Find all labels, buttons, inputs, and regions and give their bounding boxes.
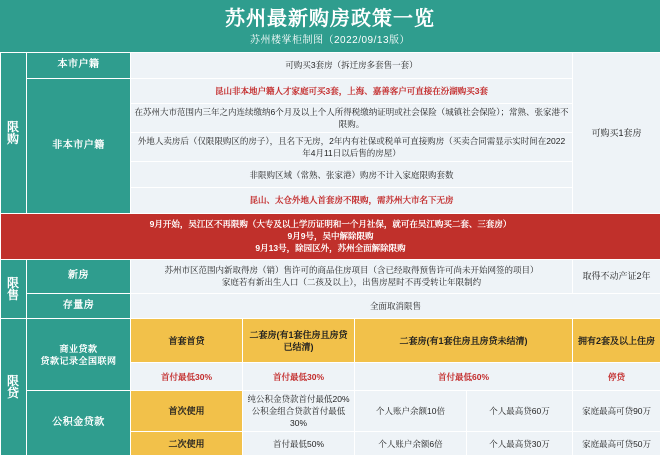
row-label-fei-benshi-hukou: 非本市户籍 [27, 78, 131, 213]
page-title: 苏州最新购房政策一览 [225, 8, 435, 30]
gongjijin-row1-c1-line1: 纯公积金贷款首付最低20% [247, 394, 350, 404]
gongjijin-row2-use: 二次使用 [131, 432, 243, 456]
fei-benshi-line-4: 非限购区域（常熟、张家港）购房不计入家庭限购套数 [131, 162, 573, 188]
fei-benshi-line-5: 昆山、太仓外地人首套房不限购，需苏州大市名下无房 [131, 187, 573, 213]
red-block-line-2: 9月9号，吴中解除限购 [287, 231, 374, 242]
gongjijin-row2-c4: 家庭最高可贷50万 [573, 432, 660, 456]
gongjijin-row1-c1-line2: 公积金组合贷款首付最低30% [251, 406, 346, 428]
gongjijin-row1-c2: 个人账户余额10倍 [355, 391, 467, 432]
gongjijin-row2-c1: 首付最低50% [243, 432, 355, 456]
shangye-col-2-header: 二套房(有1套住房且房贷已结清) [243, 319, 355, 363]
shangye-value-2: 首付最低30% [243, 363, 355, 391]
section-xiangou: 限购 [1, 53, 27, 214]
gongjijin-row1-c3: 个人最高贷60万 [467, 391, 573, 432]
policy-table [0, 52, 660, 456]
section-xianshou: 限售 [1, 259, 27, 319]
gongjijin-row2-c2: 个人账户余额6倍 [355, 432, 467, 456]
row-label-shangye-daikuan [27, 319, 131, 391]
red-block-line-3: 9月13号，除园区外，苏州全面解除限购 [255, 243, 406, 254]
xinfang-right-note: 取得不动产证2年 [573, 259, 660, 293]
fei-benshi-line-2: 在苏州大市范围内三年之内连续缴纳6个月及以上个人所得税缴纳证明或社会保险（城镇社会保险）；常熟、张家港不限购。 [131, 104, 573, 133]
shangye-label: 商业贷款 [59, 343, 98, 354]
cunliang-text: 全面取消限售 [131, 293, 660, 319]
page-subtitle: 苏州楼掌柜制图（2022/09/13版） [249, 35, 411, 46]
fei-benshi-line-1: 昆山非本地户籍人才家庭可买3套，上海、嘉善客户可直接在汾湖购买3套 [131, 78, 573, 104]
row-label-cunliang: 存量房 [27, 293, 131, 319]
gongjijin-row2-c3: 个人最高贷30万 [467, 432, 573, 456]
shangye-col-4-header: 拥有2套及以上住房 [573, 319, 660, 363]
gongjijin-row1-c1 [243, 391, 355, 432]
xinfang-text-2: 家庭若有新出生人口（二孩及以上），出售房屋时不再受转让年限制约 [221, 277, 482, 288]
shangye-col-3-header: 二套房(有1套住房且房贷未结清) [355, 319, 573, 363]
row-label-benshi-hukou: 本市户籍 [27, 53, 131, 79]
benshi-hukou-text: 可购买3套房（拆迁房多套售一套） [131, 53, 573, 79]
gongjijin-row1-c4: 家庭最高可贷90万 [573, 391, 660, 432]
red-block-line-1: 9月开始，吴江区不再限购（大专及以上学历证明和一个月社保，就可在吴江购买二套、三套房） [149, 219, 512, 230]
xiangou-right-note: 可购买1套房 [573, 53, 660, 214]
xinfang-text [131, 259, 573, 293]
shangye-value-4: 停贷 [573, 363, 660, 391]
section-xiandai: 限贷 [1, 319, 27, 456]
page-header [0, 0, 660, 52]
shangye-sublabel: 贷款记录全国联网 [40, 355, 117, 366]
row-label-gongjijin: 公积金贷款 [27, 391, 131, 456]
fei-benshi-line-3: 外地人卖房后（仅限限购区的房子），且名下无房，2年内有社保或税单可直接购房（买卖合同需显示实时间在2022年4月11日以后售的房屋） [131, 133, 573, 162]
shangye-value-1: 首付最低30% [131, 363, 243, 391]
shangye-col-1-header: 首套首贷 [131, 319, 243, 363]
xinfang-text-1: 苏州市区范围内新取得房（销）售许可的商品住房项目（含已经取得预售许可尚未开始网签的项目） [164, 265, 539, 276]
row-label-xinfang: 新房 [27, 259, 131, 293]
gongjijin-row1-use: 首次使用 [131, 391, 243, 432]
red-highlight-block [1, 213, 660, 259]
shangye-value-3: 首付最低60% [355, 363, 573, 391]
